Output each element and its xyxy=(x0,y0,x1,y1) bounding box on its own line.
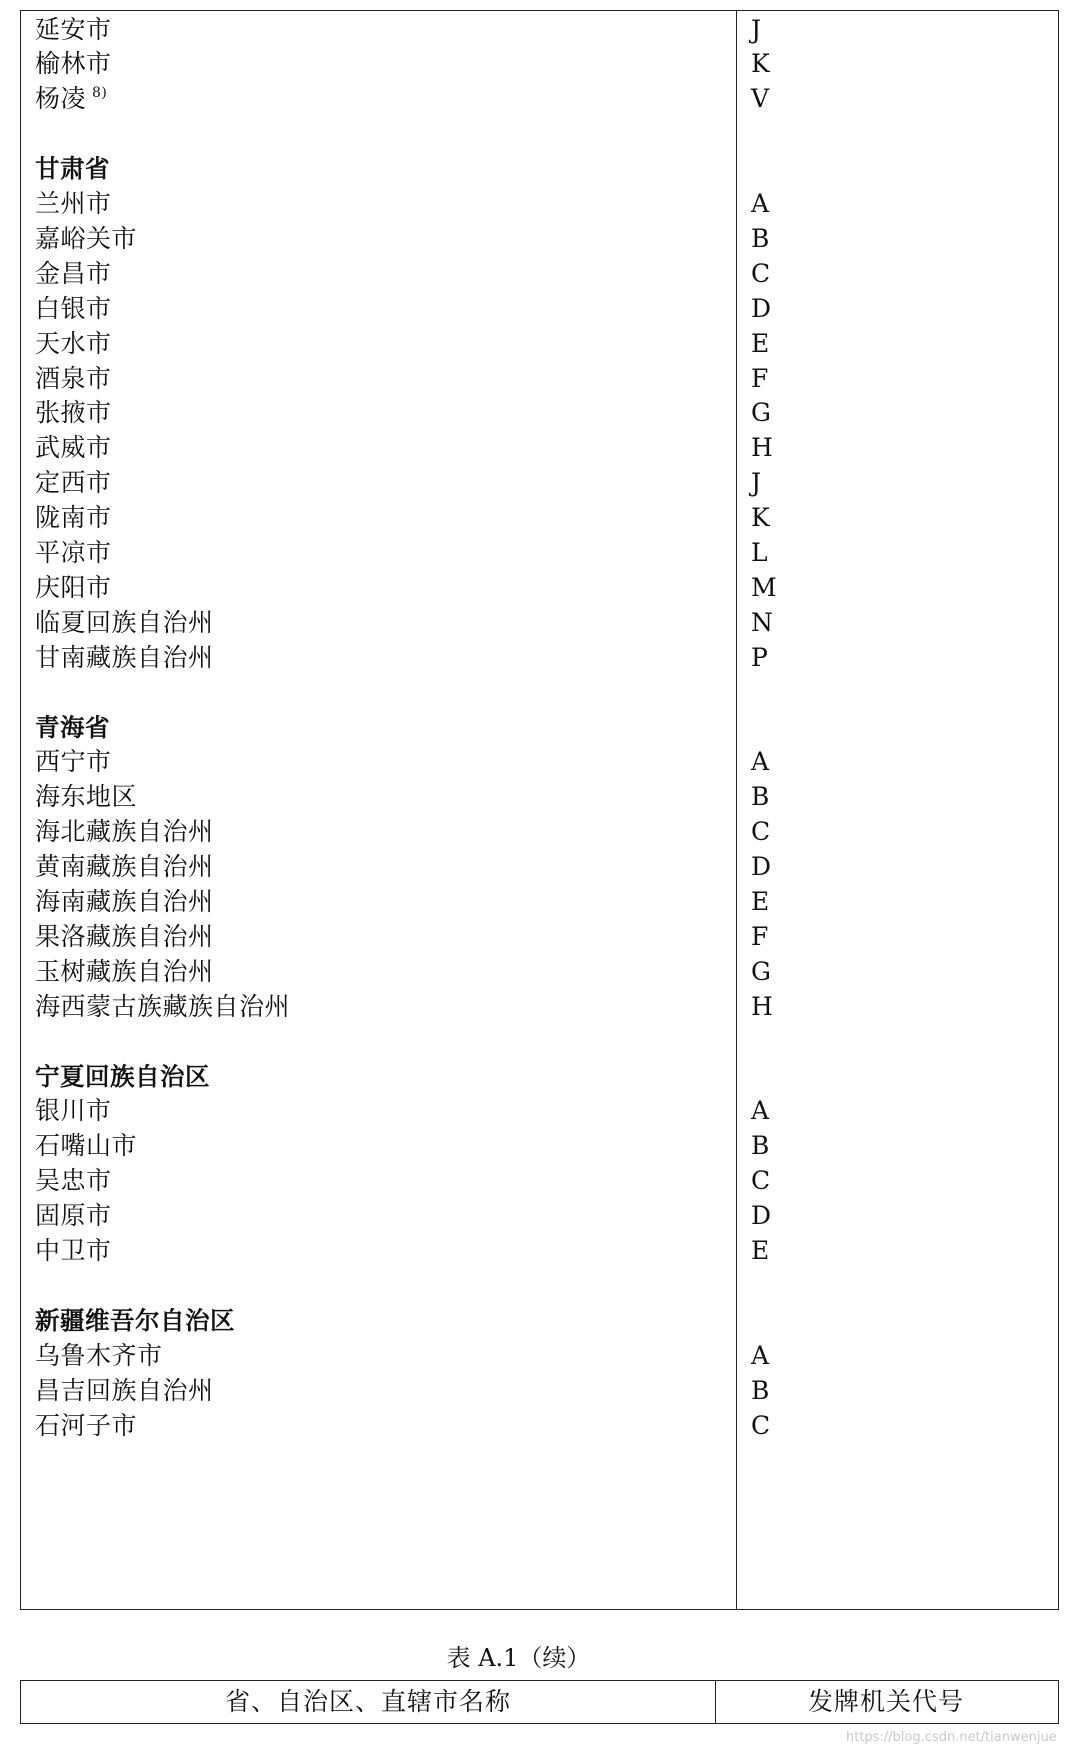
name-text: 银川市 xyxy=(35,1096,112,1126)
name-text: 杨凌 xyxy=(35,84,87,114)
authority-code: D xyxy=(751,852,772,882)
province-header-row xyxy=(21,1302,1058,1341)
authority-code: C xyxy=(751,1166,771,1196)
city-name xyxy=(35,1232,112,1271)
header-name-column: 省、自治区、直辖市名称 xyxy=(224,1687,511,1716)
province-header-row xyxy=(21,150,1058,189)
city-name xyxy=(35,778,137,817)
authority-code: A xyxy=(751,1096,770,1126)
table-row xyxy=(21,255,1058,294)
watermark-url: https://blog.csdn.net/tianwenjue xyxy=(846,1730,1057,1745)
city-name xyxy=(35,813,214,852)
city-name xyxy=(35,918,214,957)
table-row xyxy=(21,220,1058,259)
authority-code: E xyxy=(751,328,770,358)
city-name xyxy=(35,464,112,503)
authority-code: D xyxy=(751,1201,772,1231)
table-row xyxy=(21,1092,1058,1131)
authority-code: A xyxy=(751,189,770,218)
table-caption xyxy=(0,1640,1077,1676)
authority-code: F xyxy=(751,921,769,951)
name-text: 固原市 xyxy=(35,1201,112,1231)
name-text: 石嘴山市 xyxy=(35,1131,138,1161)
authority-code: N xyxy=(751,607,773,637)
table-row xyxy=(21,883,1058,922)
name-text: 宁夏回族自治区 xyxy=(35,1061,210,1091)
authority-code: C xyxy=(751,817,771,847)
authority-code: C xyxy=(751,1410,771,1440)
city-name xyxy=(35,499,112,538)
city-name xyxy=(35,534,112,573)
name-text: 武威市 xyxy=(35,433,112,463)
table-row xyxy=(21,325,1058,364)
city-name xyxy=(35,220,137,259)
name-text: 中卫市 xyxy=(35,1236,112,1265)
table-row xyxy=(21,953,1058,992)
table-row xyxy=(21,778,1058,817)
name-text: 平凉市 xyxy=(35,538,112,567)
province-name xyxy=(35,709,110,748)
authority-code: F xyxy=(751,363,769,393)
authority-code: H xyxy=(751,991,773,1021)
city-name xyxy=(35,604,214,643)
name-text: 嘉峪关市 xyxy=(35,223,138,253)
name-text: 石河子市 xyxy=(35,1410,138,1440)
name-text: 兰州市 xyxy=(35,189,112,218)
authority-code: K xyxy=(751,49,770,79)
authority-code: G xyxy=(751,398,771,428)
city-name xyxy=(35,569,112,608)
table-row xyxy=(21,290,1058,329)
city-name xyxy=(35,429,112,468)
authority-code: H xyxy=(751,433,773,463)
authority-code: B xyxy=(751,1375,770,1405)
province-name xyxy=(35,1058,210,1097)
name-text: 陇南市 xyxy=(35,503,112,533)
city-name xyxy=(35,639,214,678)
city-name xyxy=(35,290,112,329)
name-text: 新疆维吾尔自治区 xyxy=(35,1305,235,1335)
name-text: 昌吉回族自治州 xyxy=(35,1375,214,1405)
name-text: 海南藏族自治州 xyxy=(35,887,214,916)
city-name xyxy=(35,1127,137,1166)
table-row xyxy=(21,1197,1058,1236)
authority-code: J xyxy=(751,468,762,498)
name-text: 甘南藏族自治州 xyxy=(35,642,214,672)
name-text: 酒泉市 xyxy=(35,363,112,393)
city-name xyxy=(35,325,112,364)
city-name xyxy=(35,80,107,119)
authority-code: V xyxy=(751,84,770,114)
city-name xyxy=(35,360,112,399)
table-row xyxy=(21,1127,1058,1166)
table-row xyxy=(21,185,1058,224)
spacer-row xyxy=(21,115,1058,154)
table-row xyxy=(21,1337,1058,1376)
city-name xyxy=(35,1162,112,1201)
name-text: 黄南藏族自治州 xyxy=(35,852,214,882)
name-text: 定西市 xyxy=(35,468,112,498)
table-row xyxy=(21,499,1058,538)
table-header-row xyxy=(20,1680,1059,1724)
name-text: 青海省 xyxy=(35,712,110,742)
name-text: 吴忠市 xyxy=(35,1166,112,1196)
authority-code: A xyxy=(751,1340,770,1370)
name-text: 海西蒙古族藏族自治州 xyxy=(35,991,291,1021)
authority-code: B xyxy=(751,223,770,253)
name-text: 甘肃省 xyxy=(35,154,110,184)
city-name xyxy=(35,185,112,224)
province-header-row xyxy=(21,1058,1058,1097)
footnote-marker: 8) xyxy=(92,85,108,102)
name-text: 天水市 xyxy=(35,328,112,358)
city-name xyxy=(35,953,214,992)
city-name xyxy=(35,45,112,84)
table-row xyxy=(21,80,1058,119)
table-row xyxy=(21,1407,1058,1446)
spacer-row xyxy=(21,1267,1058,1306)
authority-code: E xyxy=(751,887,770,916)
city-name xyxy=(35,1407,137,1446)
table-row xyxy=(21,534,1058,573)
authority-code: B xyxy=(751,1131,770,1161)
authority-code: A xyxy=(751,747,770,777)
city-name xyxy=(35,848,214,887)
table-row xyxy=(21,360,1058,399)
authority-code: B xyxy=(751,782,770,812)
name-text: 果洛藏族自治州 xyxy=(35,921,214,951)
authority-code: E xyxy=(751,1236,770,1265)
table-row xyxy=(21,464,1058,503)
name-text: 延安市 xyxy=(35,14,112,44)
province-name xyxy=(35,150,110,189)
name-text: 榆林市 xyxy=(35,49,112,79)
name-text: 玉树藏族自治州 xyxy=(35,956,214,986)
table-row xyxy=(21,848,1058,887)
name-text: 海东地区 xyxy=(35,782,138,812)
city-name xyxy=(35,1197,112,1236)
table-row xyxy=(21,1232,1058,1271)
table-row xyxy=(21,429,1058,468)
authority-code: L xyxy=(751,538,768,567)
city-name xyxy=(35,1372,214,1411)
name-text: 西宁市 xyxy=(35,747,112,777)
table-row xyxy=(21,11,1058,50)
name-text: 海北藏族自治州 xyxy=(35,817,214,847)
authority-code: G xyxy=(751,956,771,986)
table-row xyxy=(21,1162,1058,1201)
table-row xyxy=(21,813,1058,852)
city-name xyxy=(35,11,112,50)
table-row xyxy=(21,45,1058,84)
table-row xyxy=(21,918,1058,957)
name-text: 白银市 xyxy=(35,293,112,323)
province-name xyxy=(35,1302,235,1341)
name-text: 庆阳市 xyxy=(35,572,112,602)
name-text: 金昌市 xyxy=(35,258,112,288)
spacer-row xyxy=(21,1023,1058,1062)
table-row xyxy=(21,988,1058,1027)
name-text: 临夏回族自治州 xyxy=(35,607,214,637)
city-name xyxy=(35,1337,163,1376)
table-row xyxy=(21,639,1058,678)
table-caption-text: 表 A.1（续） xyxy=(446,1644,591,1672)
header-code-column: 发牌机关代号 xyxy=(807,1687,964,1716)
name-text: 乌鲁木齐市 xyxy=(35,1340,163,1370)
city-name xyxy=(35,988,290,1027)
authority-code: M xyxy=(751,572,777,602)
authority-code: D xyxy=(751,293,772,323)
table-row xyxy=(21,743,1058,782)
city-name xyxy=(35,883,214,922)
table-row xyxy=(21,569,1058,608)
table-row xyxy=(21,1372,1058,1411)
authority-code: C xyxy=(751,258,771,288)
authority-code: J xyxy=(751,14,762,44)
city-name xyxy=(35,1092,112,1131)
name-text: 张掖市 xyxy=(35,398,112,428)
table-row xyxy=(21,604,1058,643)
city-name xyxy=(35,255,112,294)
authority-code: P xyxy=(751,642,768,672)
city-name xyxy=(35,743,112,782)
spacer-row xyxy=(21,674,1058,713)
province-header-row xyxy=(21,709,1058,748)
city-name xyxy=(35,394,112,433)
authority-code: K xyxy=(751,503,770,533)
table-row xyxy=(21,394,1058,433)
registration-code-table xyxy=(20,10,1059,1610)
